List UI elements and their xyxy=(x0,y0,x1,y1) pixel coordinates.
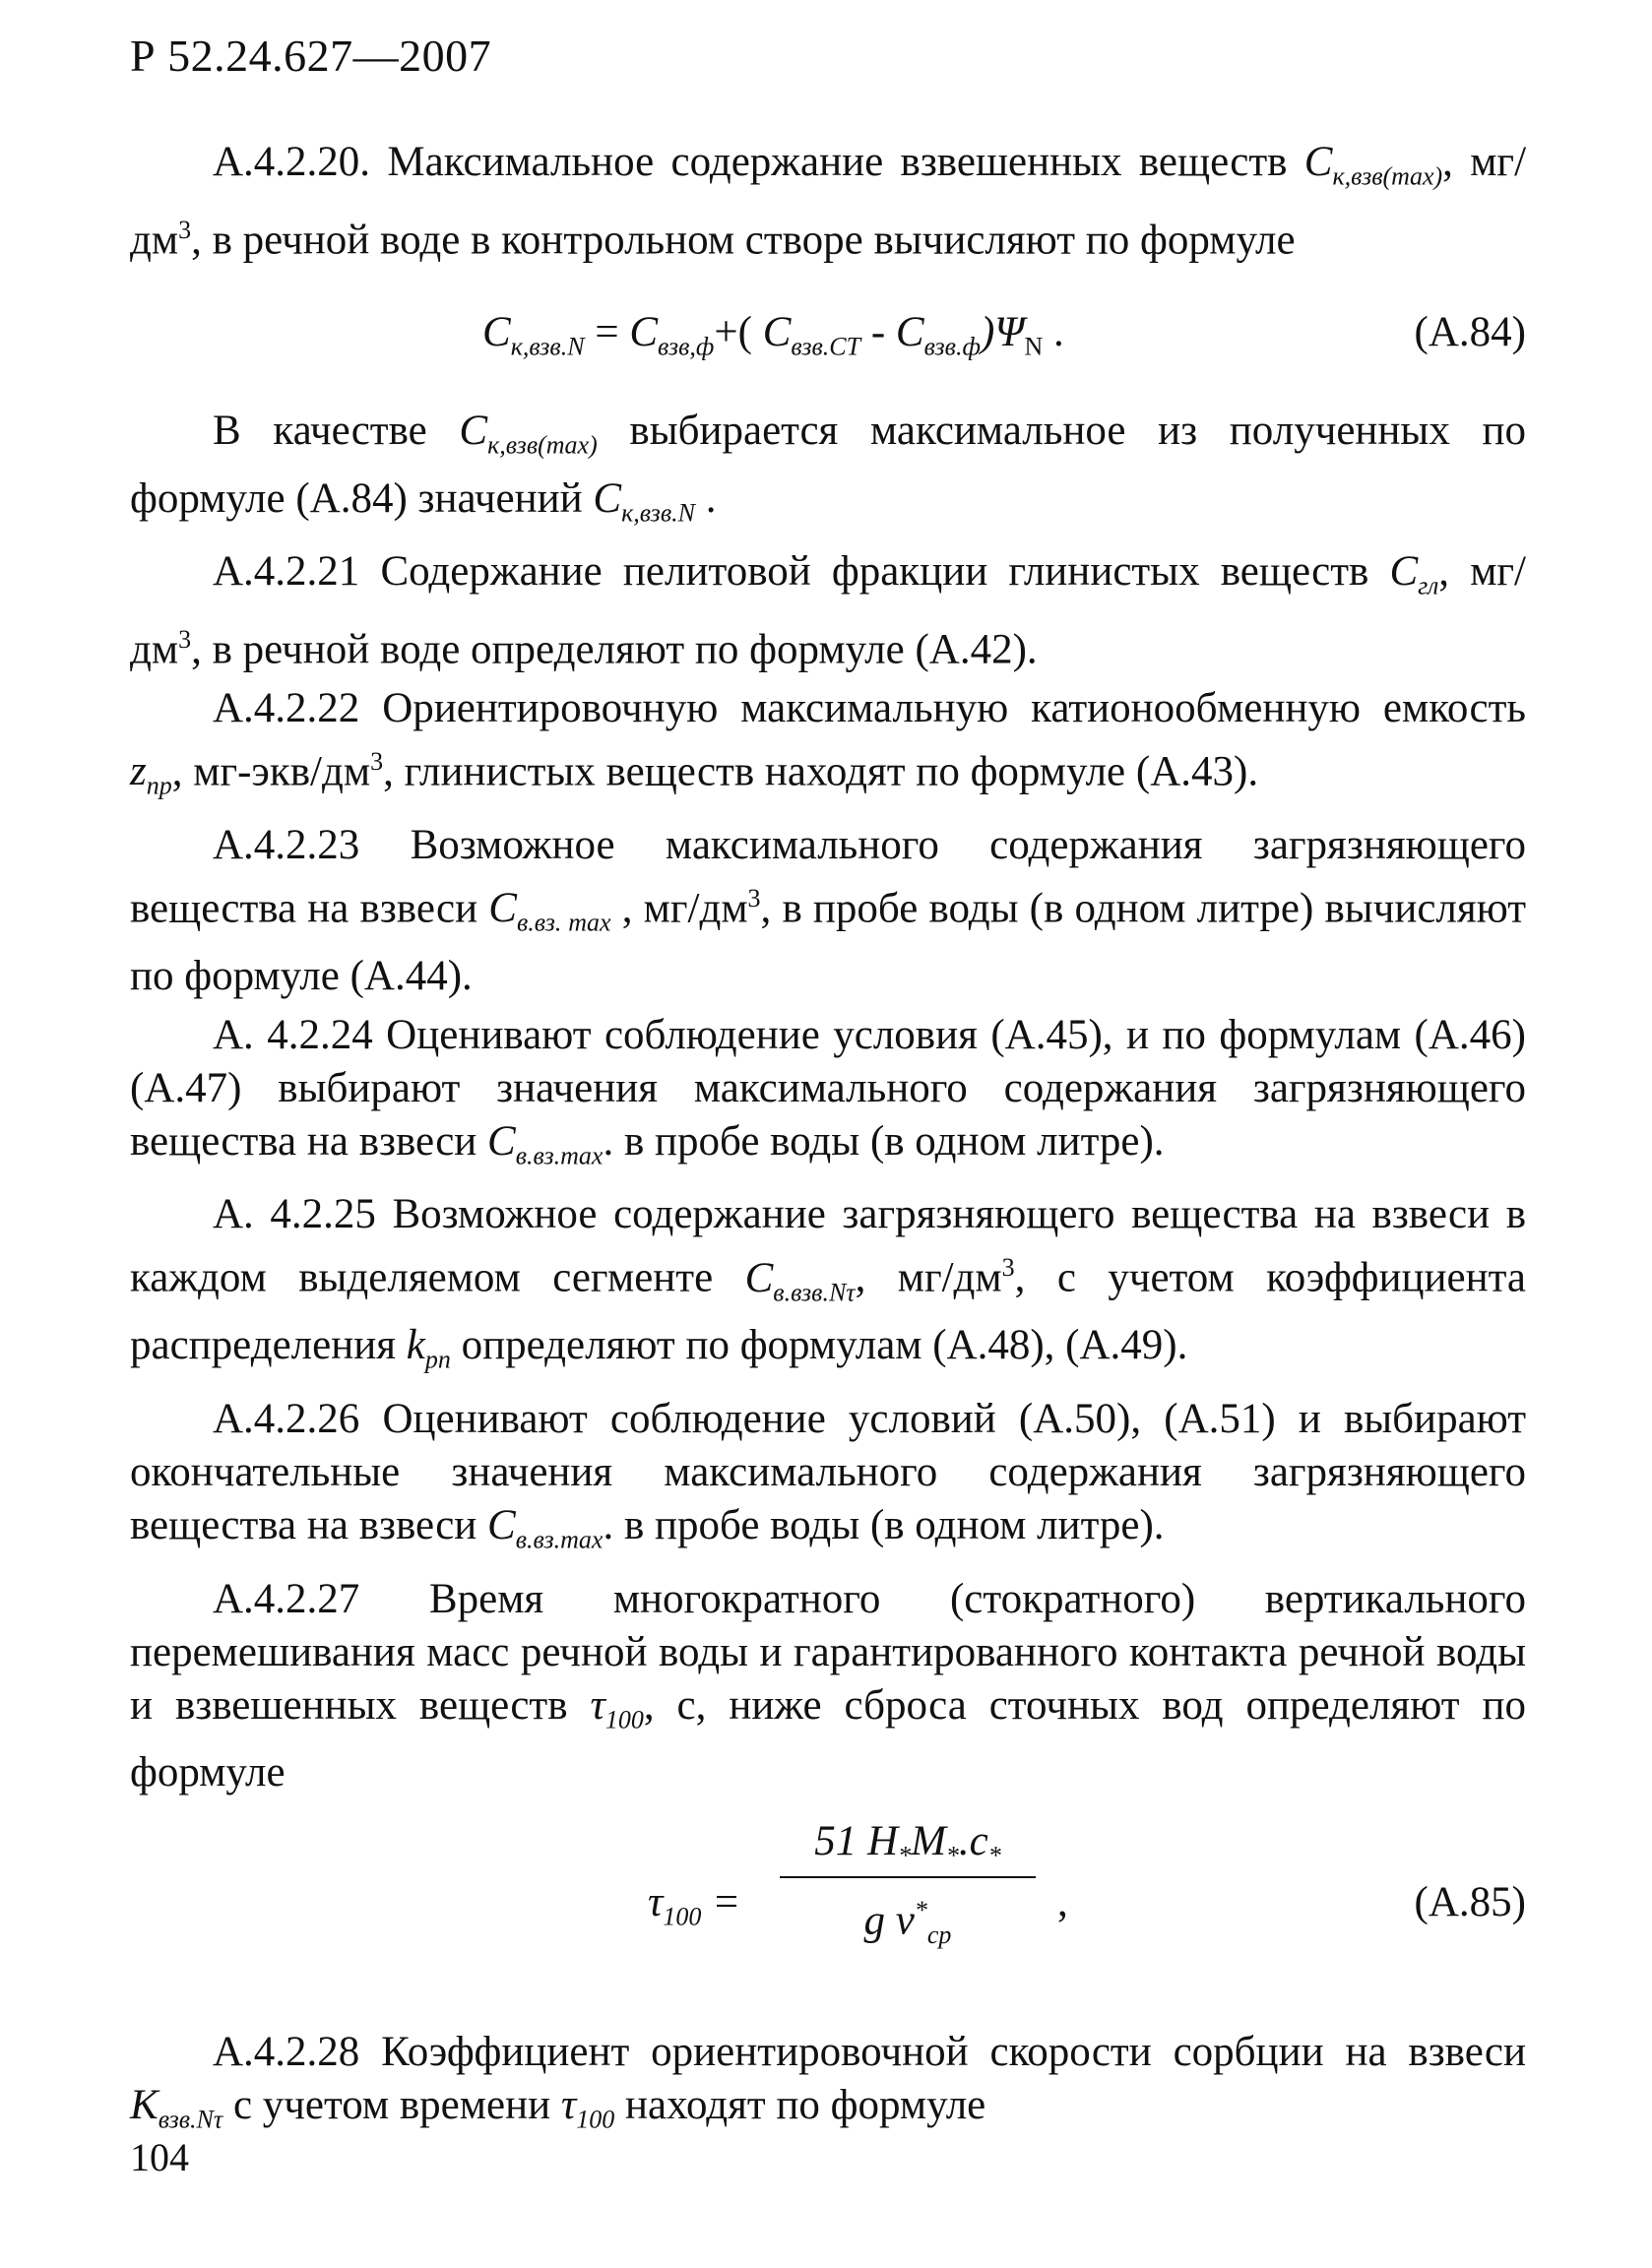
variable: $C_{к,взв(max)}$ xyxy=(1303,139,1443,191)
paragraph-a-4-2-21: А.4.2.21 Содержание пелитовой фракции глинистых веществ $C_{гл}$, $мг/дм^3$, в речной воде определяют по формуле (А.42). xyxy=(130,548,1526,673)
fraction-numerator: 51 $H_*M_*.c_*$ xyxy=(814,1818,1001,1870)
paragraph-choice: В качестве $C_{к,взв(max)}$ выбирается максимальное из полученных по формуле (А.84) значений $C_{к,взв.N}$ . xyxy=(130,407,1526,528)
paragraph-a-4-2-28: А.4.2.28 Коэффициент ориентировочной скорости сорбции на взвеси $K_{взв.N\tau}$ с учетом времени $\tau_{100}$ находят по формуле xyxy=(130,2029,1526,2134)
page-number: 104 xyxy=(130,2135,189,2179)
fraction-denominator: g $v^*_{ср}$ xyxy=(863,1896,952,1950)
paragraph-a-4-2-26: А.4.2.26 Оценивают соблюдение условий (А.50), (А.51) и выбирают окончательные значения максимального содержания загрязняющего вещества на взвеси $C_{в.вз.max}$. в пробе воды (в одном литре). xyxy=(130,1395,1526,1554)
paragraph-a-4-2-24: А. 4.2.24 Оценивают соблюдение условия (А.45), и по формулам (А.46) (А.47) выбирают значения максимального содержания загрязняющего вещества на взвеси $C_{в.вз.max}$. в пробе воды (в одном литре). xyxy=(130,1011,1526,1170)
paragraph-a-4-2-22: А.4.2.22 Ориентировочную максимальную катионообменную емкость $z_{пр}$, $мг-экв/дм^3$, глинистых веществ находят по формуле (А.43). xyxy=(130,685,1526,800)
formula-expression: $C_{к,взв.N} = C_{взв,ф}+$( $C_{взв.СТ} - C_{взв.ф})\Psi_N$ . xyxy=(482,308,1064,361)
document-body xyxy=(130,136,1526,2153)
paragraph-a-4-2-23: А.4.2.23 Возможное максимального содержания загрязняющего вещества на взвеси $C_{в.вз. max}$ , $мг/дм^3$, в пробе воды (в одном литре) вычисляют по формуле (А.44). xyxy=(130,821,1527,999)
document-header: Р 52.24.627—2007 xyxy=(130,31,492,81)
paragraph-a-4-2-20: А.4.2.20. Максимальное содержание взвешенных веществ $C_{к,взв(max)}$, $мг/дм^3$, в речной воде в контрольном створе вычисляют по формуле xyxy=(130,139,1527,263)
formula-lhs: $\tau_{100}$ = xyxy=(648,1879,741,1931)
paragraph-a-4-2-25: А. 4.2.25 Возможное содержание загрязняющего вещества на взвеси в каждом выделяемом сегменте $C_{в.взв.N\tau}$, $мг/дм^3$, с учетом коэффициента распределения $k_{рп}$ определяют по формулам (А.48), (А.49). xyxy=(130,1191,1527,1374)
formula-a-85: $\tau_{100}$ = 51 $H_*M_*.c_*$ g $v^*_{ср}$ , (А.85) xyxy=(130,1815,1526,2002)
formula-number: (А.85) xyxy=(1414,1879,1526,1926)
fraction-bar xyxy=(780,1876,1036,1878)
paragraph-a-4-2-27: А.4.2.27 Время многократного (стократного) вертикального перемешивания масс речной воды и гарантированного контакта речной воды и взвешенных веществ $\tau_{100}$, с, ниже сброса сточных вод определяют по формуле xyxy=(130,1575,1526,1796)
formula-number: (А.84) xyxy=(1414,308,1526,355)
formula-fraction xyxy=(780,1815,1036,1962)
formula-a-84 xyxy=(130,284,1526,395)
